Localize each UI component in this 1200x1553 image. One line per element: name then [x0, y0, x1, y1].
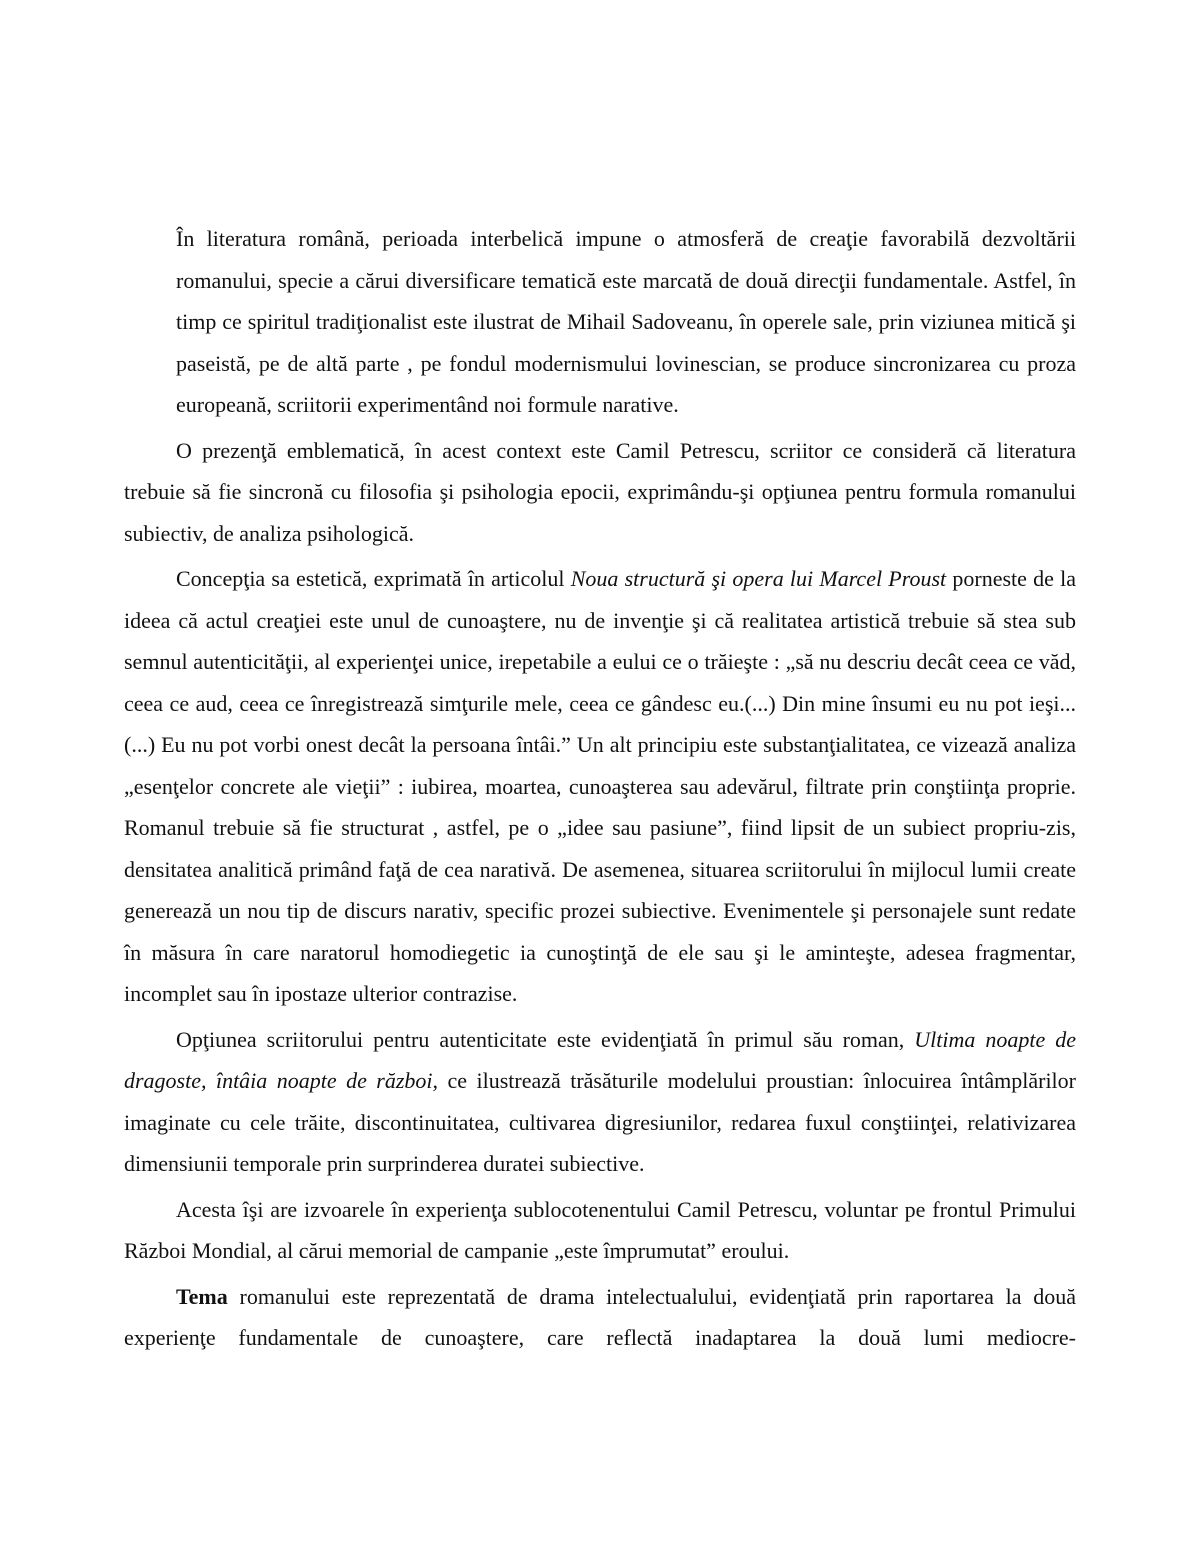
- novel-title: Ultima noapte de dragoste, întâia noapte de război,: [124, 1026, 1076, 1093]
- paragraph-3: [124, 558, 1076, 1015]
- document-body: [124, 218, 1076, 1359]
- paragraph-4-text-after: ce ilustrează trăsăturile modelului proustian: înlocuirea întâmplărilor imaginate cu cele trăite, discontinuitatea, cultivarea digresiunilor, redarea fuxul conştiinţei, relativizarea dimensiunii temporale prin surprinderea duratei subiective.: [124, 1068, 1076, 1176]
- theme-label: Tema: [176, 1283, 228, 1309]
- paragraph-2: O prezenţă emblematică, în acest context este Camil Petrescu, scriitor ce consideră că literatura trebuie să fie sincronă cu filosofia şi psihologia epocii, exprimându-şi opţiunea pentru formula romanului subiectiv, de analiza psihologică.: [124, 437, 1076, 546]
- paragraph-6-text: romanului este reprezentată de drama intelectualului, evidenţiată prin raportarea la două experienţe fundamentale de cunoaştere, care reflectă inadaptarea la două lumi mediocre-: [124, 1283, 1076, 1350]
- paragraph-5: Acesta îşi are izvoarele în experienţa sublocotenentului Camil Petrescu, voluntar pe frontul Primului Război Mondial, al cărui memorial de campanie „este împrumutat” eroului.: [124, 1196, 1076, 1263]
- paragraph-4-text-before: Opţiunea scriitorului pentru autenticitate este evidenţiată în primul său roman,: [176, 1026, 915, 1052]
- paragraph-3-text-after: porneste de la ideea că actul creaţiei este unul de cunoaştere, nu de invenţie şi că realitatea artistică trebuie să stea sub semnul autenticităţii, al experienţei unice, irepetabile a eului ce o trăieşte : „să nu descriu decât ceea ce văd, ceea ce aud, ceea ce înregistrează simţurile mele, ceea ce gândesc eu.(...) Din mine însumi eu nu pot ieşi...(...) Eu nu pot vorbi onest decât la persoana întâi.” Un alt principiu este substanţialitatea, ce vizează analiza „esenţelor concrete ale vieţii” : iubirea, moartea, cunoaşterea sau adevărul, filtrate prin conştiinţa proprie. Romanul trebuie să fie structurat , astfel, pe o „idee sau pasiune”, fiind lipsit de un subiect propriu-zis, densitatea analitică primând faţă de cea narativă. De asemenea, situarea scriitorului în mijlocul lumii create generează un nou tip de discurs narativ, specific prozei subiective. Evenimentele şi personajele sunt redate în măsura în care naratorul homodiegetic ia cunoştinţă de ele sau şi le aminteşte, adesea fragmentar, incomplet sau în ipostaze ulterior contrazise.: [124, 566, 1076, 1006]
- paragraph-4: [124, 1019, 1076, 1185]
- article-title: Noua structură şi opera lui Marcel Proust: [570, 566, 947, 591]
- paragraph-3-text-before: Concepţia sa estetică, exprimată în articolul: [176, 566, 571, 591]
- paragraph-6: [124, 1276, 1076, 1359]
- paragraph-1: În literatura română, perioada interbelică impune o atmosferă de creaţie favorabilă dezvoltării romanului, specie a cărui diversificare tematică este marcată de două direcţii fundamentale. Astfel, în timp ce spiritul tradiţionalist este ilustrat de Mihail Sadoveanu, în operele sale, prin viziunea mitică şi paseistă, pe de altă parte , pe fondul modernismului lovinescian, se produce sincronizarea cu proza europeană, scriitorii experimentând noi formule narative.: [176, 226, 1076, 417]
